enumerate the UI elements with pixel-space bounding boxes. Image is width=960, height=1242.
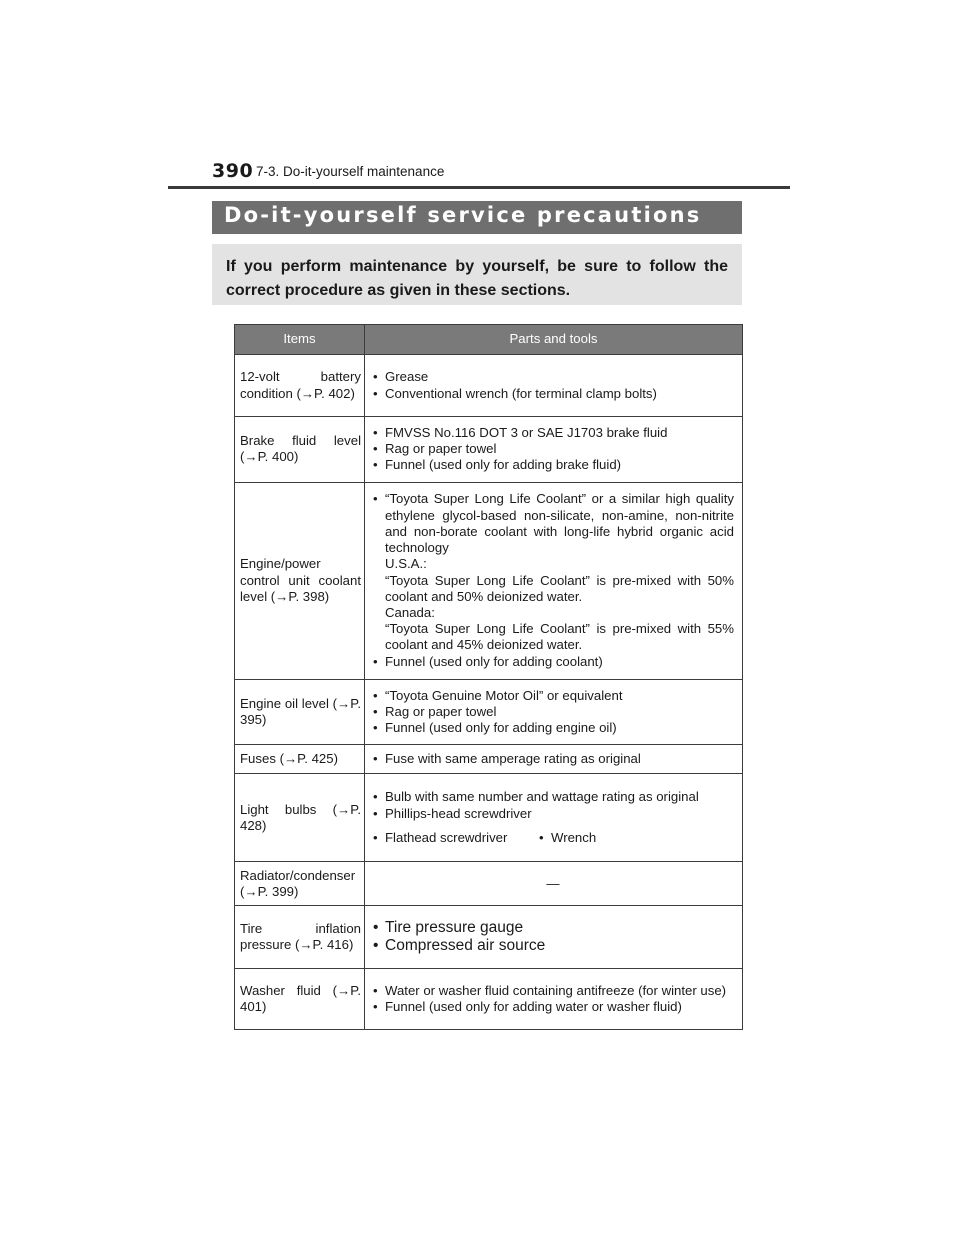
table-row xyxy=(235,355,743,417)
item-cell: Brake fluid level (→P. 400) xyxy=(235,417,365,483)
list-item: • Funnel (used only for adding coolant) xyxy=(372,654,734,670)
parts-cell xyxy=(365,906,743,969)
list-item: • Rag or paper towel xyxy=(372,441,734,457)
page-number: 390 xyxy=(212,160,254,182)
list-item: • “Toyota Genuine Motor Oil” or equivalent xyxy=(372,688,734,704)
table-row xyxy=(235,906,743,969)
list-item: • Wrench xyxy=(538,830,704,846)
canada-label: Canada: xyxy=(385,604,435,620)
list-item: • Flathead screwdriver xyxy=(372,830,538,846)
table-row xyxy=(235,679,743,745)
list-item: • Water or washer fluid containing antifreeze (for winter use) xyxy=(372,983,734,999)
table-row xyxy=(235,482,743,679)
section-heading: 7-3. Do-it-yourself maintenance xyxy=(256,164,445,179)
table-row xyxy=(235,862,743,906)
item-cell: Tire inflation pressure (→P. 416) xyxy=(235,906,365,969)
item-cell: Engine oil level (→P. 395) xyxy=(235,679,365,745)
list-item: • Phillips-head screwdriver xyxy=(372,806,734,822)
list-item: • Bulb with same number and wattage rating as original xyxy=(372,789,734,805)
column-header-items: Items xyxy=(235,325,365,355)
list-item: • Fuse with same amperage rating as original xyxy=(372,751,734,767)
header-rule xyxy=(168,186,790,189)
item-cell: Washer fluid (→P. 401) xyxy=(235,969,365,1030)
page-title: Do-it-yourself service precautions xyxy=(224,203,702,227)
table-header-row xyxy=(235,325,743,355)
table-row xyxy=(235,745,743,774)
extra-tools-row xyxy=(372,830,734,846)
title-bar xyxy=(212,201,742,234)
parts-cell xyxy=(365,355,743,417)
parts-cell xyxy=(365,482,743,679)
parts-tools-table xyxy=(234,324,743,1030)
item-cell: Fuses (→P. 425) xyxy=(235,745,365,774)
intro-text: If you perform maintenance by yourself, be sure to follow the correct procedure as given in these sections. xyxy=(226,258,728,299)
parts-cell: — xyxy=(365,862,743,906)
parts-cell xyxy=(365,774,743,862)
list-item: • Conventional wrench (for terminal clamp bolts) xyxy=(372,386,734,402)
list-item: • Compressed air source xyxy=(372,937,734,955)
list-item: • Funnel (used only for adding brake fluid) xyxy=(372,457,734,473)
table-row xyxy=(235,774,743,862)
list-item: • “Toyota Super Long Life Coolant” or a similar high quality ethylene glycol-based non-silicate, non-amine, non-nitrite and non-borate coolant with long-life hybrid organic acid technology xyxy=(372,491,734,556)
item-cell: 12-volt battery condition (→P. 402) xyxy=(235,355,365,417)
parts-cell xyxy=(365,679,743,745)
item-cell: Radiator/condenser (→P. 399) xyxy=(235,862,365,906)
item-cell: Engine/power control unit coolant level (→P. 398) xyxy=(235,482,365,679)
parts-cell xyxy=(365,417,743,483)
parts-cell xyxy=(365,969,743,1030)
table-row xyxy=(235,417,743,483)
table-row xyxy=(235,969,743,1030)
usa-label: U.S.A.: xyxy=(385,556,427,572)
list-item: • Tire pressure gauge xyxy=(372,919,734,937)
canada-text: “Toyota Super Long Life Coolant” is pre-mixed with 55% coolant and 45% deionized water. xyxy=(385,621,734,653)
item-cell: Light bulbs (→P. 428) xyxy=(235,774,365,862)
list-item: • FMVSS No.116 DOT 3 or SAE J1703 brake fluid xyxy=(372,425,734,441)
column-header-parts: Parts and tools xyxy=(365,325,743,355)
intro-box xyxy=(212,244,742,305)
usa-text: “Toyota Super Long Life Coolant” is pre-mixed with 50% coolant and 50% deionized water. xyxy=(385,572,734,604)
list-item: • Funnel (used only for adding engine oil) xyxy=(372,720,734,736)
list-item: • Funnel (used only for adding water or washer fluid) xyxy=(372,999,734,1015)
list-item: • Rag or paper towel xyxy=(372,704,734,720)
parts-cell xyxy=(365,745,743,774)
list-item: • Grease xyxy=(372,369,734,385)
